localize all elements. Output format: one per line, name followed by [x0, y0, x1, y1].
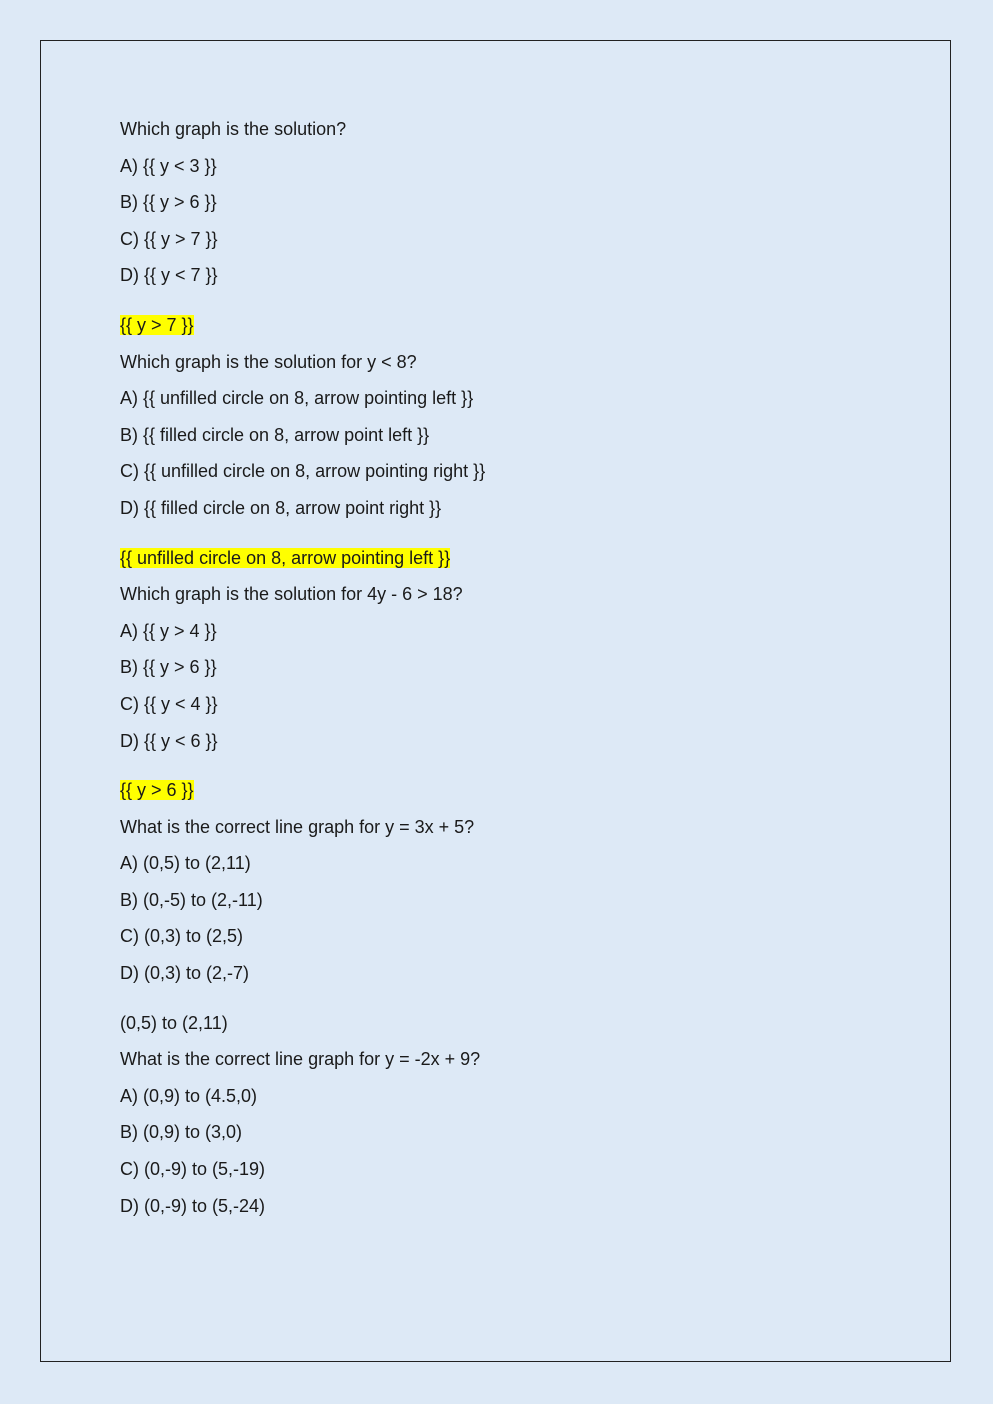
option-a: A) {{ y < 3 }} — [120, 155, 217, 176]
option-d: D) {{ y < 7 }} — [120, 265, 218, 286]
option-b: B) (0,9) to (3,0) — [120, 1122, 243, 1143]
option-c: C) {{ y < 4 }} — [120, 693, 218, 714]
question-prompt: What is the correct line graph for y = -2x + 9? — [120, 1049, 481, 1070]
question-2 — [120, 351, 900, 569]
option-a: A) (0,5) to (2,11) — [120, 853, 251, 874]
document-content — [120, 118, 900, 1231]
option-d: D) {{ filled circle on 8, arrow point right }} — [120, 497, 442, 518]
question-1 — [120, 118, 900, 336]
question-prompt: Which graph is the solution for 4y - 6 > 18? — [120, 584, 463, 605]
answer-text: (0,5) to (2,11) — [120, 1012, 228, 1033]
highlighted-answer-text: {{ y > 6 }} — [120, 780, 194, 801]
option-b: B) {{ y > 6 }} — [120, 192, 217, 213]
option-c: C) (0,3) to (2,5) — [120, 926, 244, 947]
option-c: C) {{ y > 7 }} — [120, 228, 218, 249]
option-b: B) {{ filled circle on 8, arrow point left }} — [120, 424, 430, 445]
question-prompt: What is the correct line graph for y = 3x + 5? — [120, 816, 475, 837]
option-a: A) {{ y > 4 }} — [120, 620, 217, 641]
option-b: B) {{ y > 6 }} — [120, 657, 217, 678]
answer — [120, 1012, 900, 1034]
highlighted-answer-text: {{ unfilled circle on 8, arrow pointing left }} — [120, 547, 451, 568]
answer — [120, 547, 900, 569]
question-prompt: Which graph is the solution for y < 8? — [120, 351, 417, 372]
highlighted-answer-text: {{ y > 7 }} — [120, 314, 194, 335]
option-d: D) {{ y < 6 }} — [120, 730, 218, 751]
option-b: B) (0,-5) to (2,-11) — [120, 889, 263, 910]
question-prompt: Which graph is the solution? — [120, 119, 347, 139]
option-d: D) (0,3) to (2,-7) — [120, 963, 250, 984]
option-c: C) {{ unfilled circle on 8, arrow pointing right }} — [120, 461, 486, 482]
option-a: A) (0,9) to (4.5,0) — [120, 1085, 258, 1106]
question-4 — [120, 816, 900, 1034]
question-3 — [120, 583, 900, 801]
answer — [120, 779, 900, 801]
answer — [120, 314, 900, 336]
option-c: C) (0,-9) to (5,-19) — [120, 1159, 266, 1180]
option-d: D) (0,-9) to (5,-24) — [120, 1195, 266, 1216]
question-5 — [120, 1048, 900, 1216]
option-a: A) {{ unfilled circle on 8, arrow pointing left }} — [120, 388, 474, 409]
